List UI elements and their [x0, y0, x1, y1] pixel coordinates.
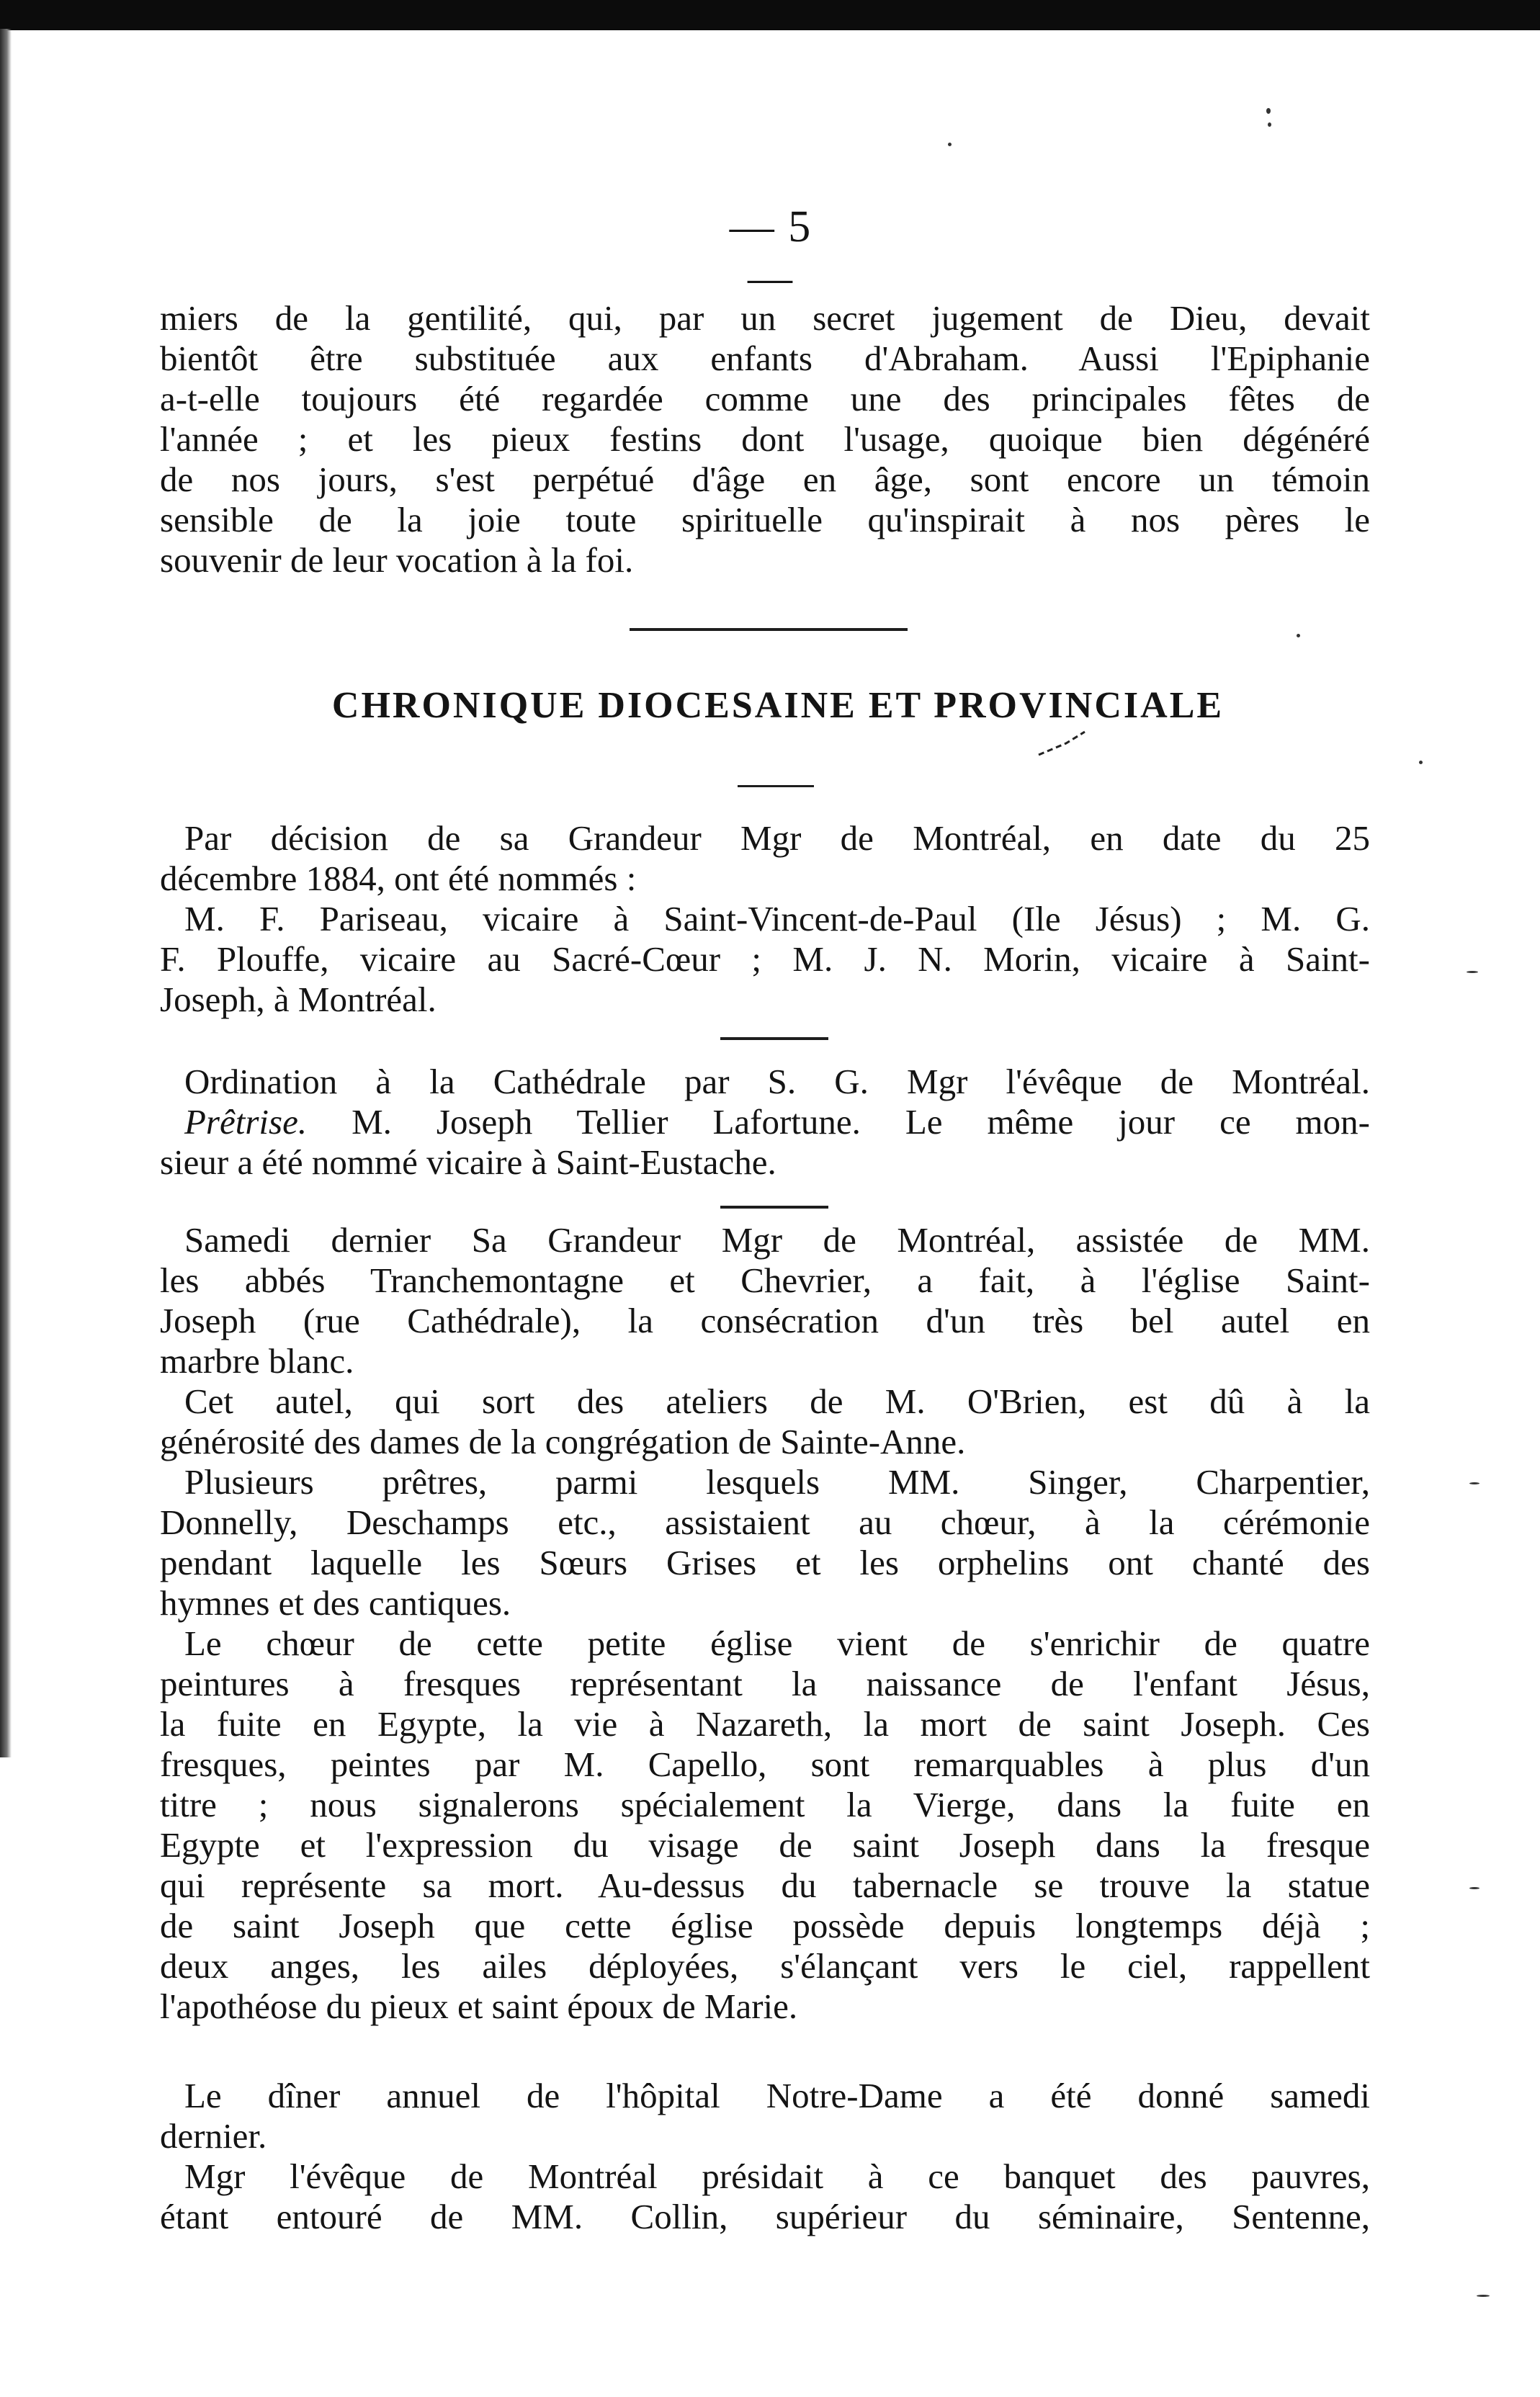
text-line: souvenir de leur vocation à la foi.: [160, 540, 634, 580]
text-line: Mgr l'évêque de Montréal présidait à ce banquet des pauvres,: [184, 2156, 1370, 2196]
text-line: Le chœur de cette petite église vient de s'enrichir de quatre: [184, 1623, 1370, 1663]
text-line: générosité des dames de la congrégation de Sainte-Anne.: [160, 1422, 966, 1461]
scan-speck: [1467, 971, 1478, 973]
scan-speck: [1469, 1887, 1479, 1889]
scan-left-edge: [0, 29, 12, 1757]
text-line: deux anges, les ailes déployées, s'élançant vers le ciel, rappellent: [160, 1946, 1370, 1986]
scan-speck: [1419, 761, 1423, 764]
text-line: hymnes et des cantiques.: [160, 1583, 511, 1623]
text-line: miers de la gentilité, qui, par un secret jugement de Dieu, devait: [160, 298, 1370, 338]
scan-speck: [1297, 634, 1300, 637]
consecration-article: [160, 1220, 1370, 2027]
text-line: Par décision de sa Grandeur Mgr de Montréal, en date du 25: [184, 818, 1370, 858]
nominations-paragraph: [160, 818, 1370, 1020]
text-line: de nos jours, s'est perpétué d'âge en âge, sont encore un témoin: [160, 460, 1370, 499]
flourish-mark: [1037, 729, 1088, 758]
text-line: dernier.: [160, 2116, 267, 2156]
text-line: Joseph, à Montréal.: [160, 980, 437, 1019]
text-line: F. Plouffe, vicaire au Sacré-Cœur ; M. J. N. Morin, vicaire à Saint-: [160, 939, 1370, 979]
ordination-paragraph: [160, 1062, 1370, 1183]
text-line: l'année ; et les pieux festins dont l'usage, quoique bien dégénéré: [160, 419, 1370, 459]
text-line: étant entouré de MM. Collin, supérieur du séminaire, Sentenne,: [160, 2197, 1370, 2236]
section-divider: [630, 628, 908, 631]
intro-paragraph: [160, 298, 1370, 581]
scan-speck: [948, 143, 952, 146]
text-line: sieur a été nommé vicaire à Saint-Eustache.: [160, 1142, 776, 1182]
dinner-paragraph: [160, 2076, 1370, 2237]
text-line: M. F. Pariseau, vicaire à Saint-Vincent-de-Paul (Ile Jésus) ; M. G.: [184, 899, 1370, 938]
text-line: bientôt être substituée aux enfants d'Abraham. Aussi l'Epiphanie: [160, 339, 1370, 378]
text-line: fresques, peintes par M. Capello, sont remarquables à plus d'un: [160, 1744, 1370, 1784]
ordination-text: M. Joseph Tellier Lafortune. Le même jour ce mon-: [307, 1102, 1370, 1142]
text-line: décembre 1884, ont été nommés :: [160, 859, 637, 898]
text-line: Cet autel, qui sort des ateliers de M. O'Brien, est dû à la: [184, 1381, 1370, 1421]
scan-speck: [1266, 108, 1271, 114]
text-line: Le dîner annuel de l'hôpital Notre-Dame a été donné samedi: [184, 2076, 1370, 2115]
text-line: Joseph (rue Cathédrale), la consécration d'un très bel autel en: [160, 1301, 1370, 1340]
text-line: qui représente sa mort. Au-dessus du tabernacle se trouve la statue: [160, 1865, 1370, 1905]
item-divider: [720, 1206, 828, 1209]
text-line: Ordination à la Cathédrale par S. G. Mgr l'évêque de Montréal.: [184, 1062, 1370, 1101]
text-line: l'apothéose du pieux et saint époux de Marie.: [160, 1986, 798, 2026]
page-number: — 5 —: [729, 202, 812, 303]
scan-top-border: [0, 0, 1540, 30]
text-line: titre ; nous signalerons spécialement la Vierge, dans la fuite en: [160, 1785, 1370, 1824]
text-line: la fuite en Egypte, la vie à Nazareth, la mort de saint Joseph. Ces: [160, 1704, 1370, 1744]
text-line: Plusieurs prêtres, parmi lesquels MM. Singer, Charpentier,: [184, 1462, 1370, 1502]
text-line: les abbés Tranchemontagne et Chevrier, a fait, à l'église Saint-: [160, 1260, 1370, 1300]
heading-divider: [738, 785, 814, 787]
text-line: Samedi dernier Sa Grandeur Mgr de Montréal, assistée de MM.: [184, 1220, 1370, 1260]
text-line: peintures à fresques représentant la naissance de l'enfant Jésus,: [160, 1664, 1370, 1703]
text-line: Donnelly, Deschamps etc., assistaient au chœur, à la cérémonie: [160, 1502, 1370, 1542]
text-line: a-t-elle toujours été regardée comme une des principales fêtes de: [160, 379, 1370, 418]
ordination-category: Prêtrise.: [184, 1102, 308, 1142]
section-heading: CHRONIQUE DIOCESAINE ET PROVINCIALE: [331, 685, 1225, 726]
item-divider: [720, 1037, 828, 1040]
scan-speck: [1268, 122, 1271, 127]
text-line: pendant laquelle les Sœurs Grises et les orphelins ont chanté des: [160, 1543, 1370, 1582]
scan-speck: [1469, 1482, 1479, 1484]
text-line: [160, 1102, 1370, 1142]
text-line: sensible de la joie toute spirituelle qu'inspirait à nos pères le: [160, 500, 1370, 539]
scan-speck: [1477, 2295, 1490, 2297]
text-line: de saint Joseph que cette église possède depuis longtemps déjà ;: [160, 1906, 1370, 1945]
text-line: Egypte et l'expression du visage de saint Joseph dans la fresque: [160, 1825, 1370, 1865]
text-line: marbre blanc.: [160, 1341, 354, 1381]
